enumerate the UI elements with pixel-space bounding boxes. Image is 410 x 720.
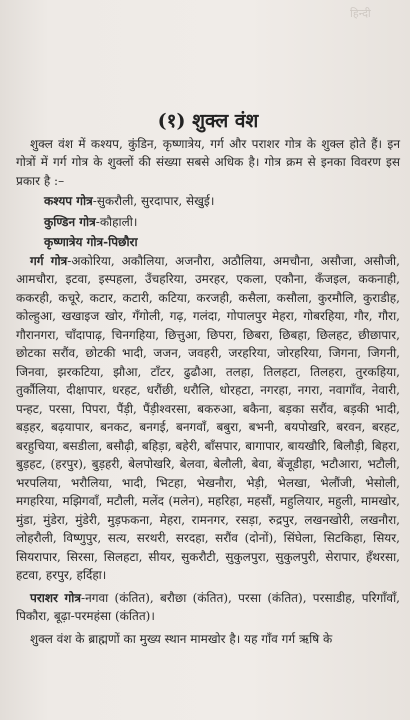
gotra-kashyap-text: -सुकरौली, सुरदापार, सेखुई। [92, 194, 215, 208]
page-content [16, 112, 400, 648]
gotra-krishnatreya [16, 233, 400, 252]
gotra-kundin-text: -कौहाली। [95, 214, 138, 229]
gotra-krishnatreya-label: कृष्णात्रेय गोत्र [44, 235, 104, 249]
gotra-krishnatreya-text: -पिछौरा [103, 235, 138, 249]
gotra-kashyap [16, 192, 400, 211]
footer-paragraph: शुक्ल वंश के ब्राह्मणों का मुख्य स्थान मामखोर है। यह गाँव गर्ग ऋषि के [30, 631, 333, 646]
gotra-garg-label: गर्ग गोत्र [30, 253, 68, 268]
gotra-kundin [16, 213, 400, 232]
corner-text: हिन्दी [350, 7, 371, 20]
gotra-parashar [16, 589, 400, 626]
gotra-garg [16, 252, 400, 585]
gotra-garg-text: -अकोरिया, अकौलिया, अजनौरा, अठौलिया, अमचौना, असौजा, असौजी, आमचौरा, इटवा, इस्पहला, उँचहरिया, उमरहर, एकला, एकौना, कँजइल, ककनाही, ककरही, कचूरे, कटार, कटारी, कटिया, करजही, कसैला, कसौला, कुरमौलि, कुराडीह, कोल्हुआ, खखाइज खोर, गँगोली, गढ़, गलंदा, गोपालपुर मेहरा, गोबरहिया, गौर, गौरा, गौरानगरा, चाँदापाढ़, चिनगहिया, छित्तुआ, छिपरा, छिबरा, छिबहा, छिलहट, छीछापार, छोटका सरौंव, छोटकी भादी, जजन, जवहरी, जरहरिया, जोरहरिया, जिगना, जिगनी, जिनवा, झरकटिया, झौआ, टाँटर, ढुढौआ, तलहा, तिलहटा, तिलहरा, तुरकहिया, तुर्कौलिया, दीक्षापार, धरहट, धरौंछी, धरौलि, धोरहटा, नगरहा, नगरा, नवागाँव, नेवारी, पन्हट, परसा, पिपरा, पैंड़ी, पैंड़ीश्वरसा, बकरुआ, बकैना, बड़का सरौंव, बड़की भादी, बड़हर, बढ़यापार, बनकट, बनगई, बनगवाँ, बबुरा, बभनी, बयपोखरि, बरवन, बरहट, बरहुचिया, बसडीला, बसौढ़ी, बहिड़ा, बहेरी, बाँसपार, बागापार, बायखौरि, बिलौड़ी, बिहरा, बुड़हट, (हरपुर), बुड़हरी, बेलपोखरि, बेलवा, बेलौली, बेवा, बेंजूडीहा, भटौआरा, भटौली, भरपलिया, भरौलिया, भादी, भिटहा, भेखनौरा, भेड़ी, भेलखा, भेलौंजी, भेसोली, मगहरिया, मझिगवाँ, मटौली, मलेंद (मलेन), महरिहा, महसौं, महुलियार, महुली, मामखोर, मुंडा, मुंडेरा, मुंडेरी, मुड़फकना, मेहरा, रामनगर, रसड़ा, रुद्रपुर, लखनखोरी, लखनौरा, लोहरौली, विष्णुपुर, सत्य, सरथरी, सरदहा, सरौंव (दोनों), सिंघेला, सिटकिहा, सियर, सियरापार, सिरसा, सिलहटा, सीयर, सुकरौटी, सुकुलपुरा, सुकुलपुरी, सेरापार, हँथरसा, हटवा, हरपुर, हर्दिहा। [16, 253, 400, 582]
gotra-kashyap-label: कश्यप गोत्र [44, 194, 93, 208]
gotra-parashar-text: -नगवा (कंतित), बरौछा (कंतित), परसा (कंतित), परसाडीह, परिगाँवाँ, पिकौरा, बूढ़ा-परमहंसा (कंतित)। [16, 590, 400, 623]
gotra-parashar-label: पराशर गोत्र [30, 590, 82, 605]
gotra-kundin-label: कुण्डिन गोत्र [44, 214, 96, 229]
page-title: (१) शुक्ल वंश [157, 110, 259, 132]
intro-paragraph: शुक्ल वंश में कश्यप, कुंडिन, कृष्णात्रेय, गर्ग और पराशर गोत्र के शुक्ल होते हैं। इन गोत्रों में गर्ग गोत्र के शुक्लों की संख्या सबसे अधिक है। गोत्र क्रम से इनका विवरण इस प्रकार है :– [16, 136, 400, 188]
